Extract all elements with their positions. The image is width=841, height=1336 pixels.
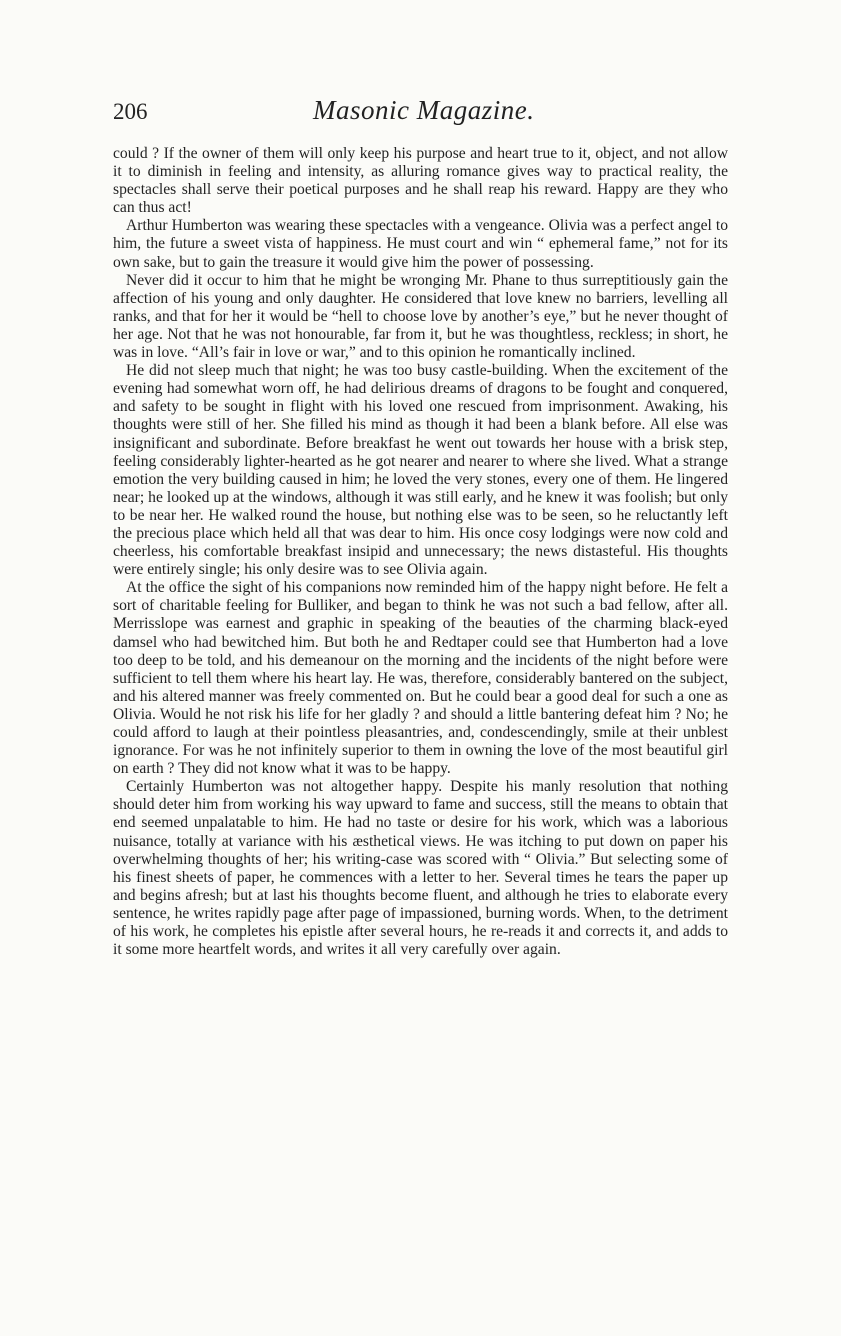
paragraph-5: At the office the sight of his companions now reminded him of the happy night before. He felt a sort of charitable feeling for Bulliker, and began to think he was not such a bad fellow, after all. Merrisslope was earnest and graphic in speaking of the beauties of the charming black-eyed damsel who had bewitched him. But both he and Redtaper could see that Humberton had a love too deep to be told, and his demeanour on the morning and the incidents of the night before were sufficient to tell them where his heart lay. He was, therefore, considerably bantered on the subject, and his altered manner was freely commented on. But he could bear a good deal for such a one as Olivia. Would he not risk his life for her gladly ? and should a little bantering defeat him ? No; he could afford to laugh at their pointless pleasantries, and, condescendingly, smile at their unblest ignorance. For was he not infinitely superior to them in owning the love of the most beautiful girl on earth ? They did not know what it was to be happy. [113,579,728,778]
paragraph-6: Certainly Humberton was not altogether happy. Despite his manly resolution that nothing should deter him from working his way upward to fame and success, still the means to obtain that end seemed unpalatable to him. He had no taste or desire for his work, which was a laborious nuisance, totally at variance with his æsthetical views. He was itching to put down on paper his overwhelming thoughts of her; his writing-case was scored with “ Olivia.” But selecting some of his finest sheets of paper, he commences with a letter to her. Several times he tears the paper up and begins afresh; but at last his thoughts become fluent, and although he tries to elaborate every sentence, he writes rapidly page after page of impassioned, burning words. When, to the detriment of his work, he completes his epistle after several hours, he re-reads it and corrects it, and adds to it some more heartfelt words, and writes it all very carefully over again. [113,778,728,959]
paragraph-2: Arthur Humberton was wearing these spectacles with a vengeance. Olivia was a perfect angel to him, the future a sweet vista of happiness. He must court and win “ ephemeral fame,” not for its own sake, but to gain the treasure it would give him the power of possessing. [113,217,728,271]
page-header [113,95,728,135]
paragraph-4: He did not sleep much that night; he was too busy castle-building. When the excitement of the evening had somewhat worn off, he had delirious dreams of dragons to be fought and conquered, and safety to be sought in flight with his loved one rescued from imprisonment. Awaking, his thoughts were still of her. She filled his mind as though it had been a blank before. All else was insignificant and subordinate. Before breakfast he went out towards her house with a brisk step, feeling considerably lighter-hearted as he got nearer and nearer to where she lived. What a strange emotion the very building caused in him; he loved the very stones, every one of them. He lingered near; he looked up at the windows, although it was still early, and he knew it was foolish; but only to be near her. He walked round the house, but nothing else was to be seen, so he reluctantly left the precious place which held all that was dear to him. His once cosy lodgings were now cold and cheerless, his comfortable breakfast insipid and unnecessary; the news distasteful. His thoughts were entirely single; his only desire was to see Olivia again. [113,362,728,579]
page-number: 206 [113,99,148,124]
article-body [113,145,728,959]
magazine-page [113,95,728,959]
paragraph-3: Never did it occur to him that he might be wronging Mr. Phane to thus surreptitiously gain the affection of his young and only daughter. He considered that love knew no barriers, levelling all ranks, and that for her it would be “hell to choose love by another’s eye,” but he never thought of her age. Not that he was not honourable, far from it, but he was thoughtless, reckless; in short, he was in love. “All’s fair in love or war,” and to this opinion he romantically inclined. [113,271,728,362]
running-title: Masonic Magazine. [313,95,535,125]
paragraph-1: could ? If the owner of them will only keep his purpose and heart true to it, object, and not allow it to diminish in feeling and intensity, as alluring romance gives way to practical reality, the spectacles shall serve their poetical purposes and he shall reap his reward. Happy are they who can thus act! [113,145,728,217]
